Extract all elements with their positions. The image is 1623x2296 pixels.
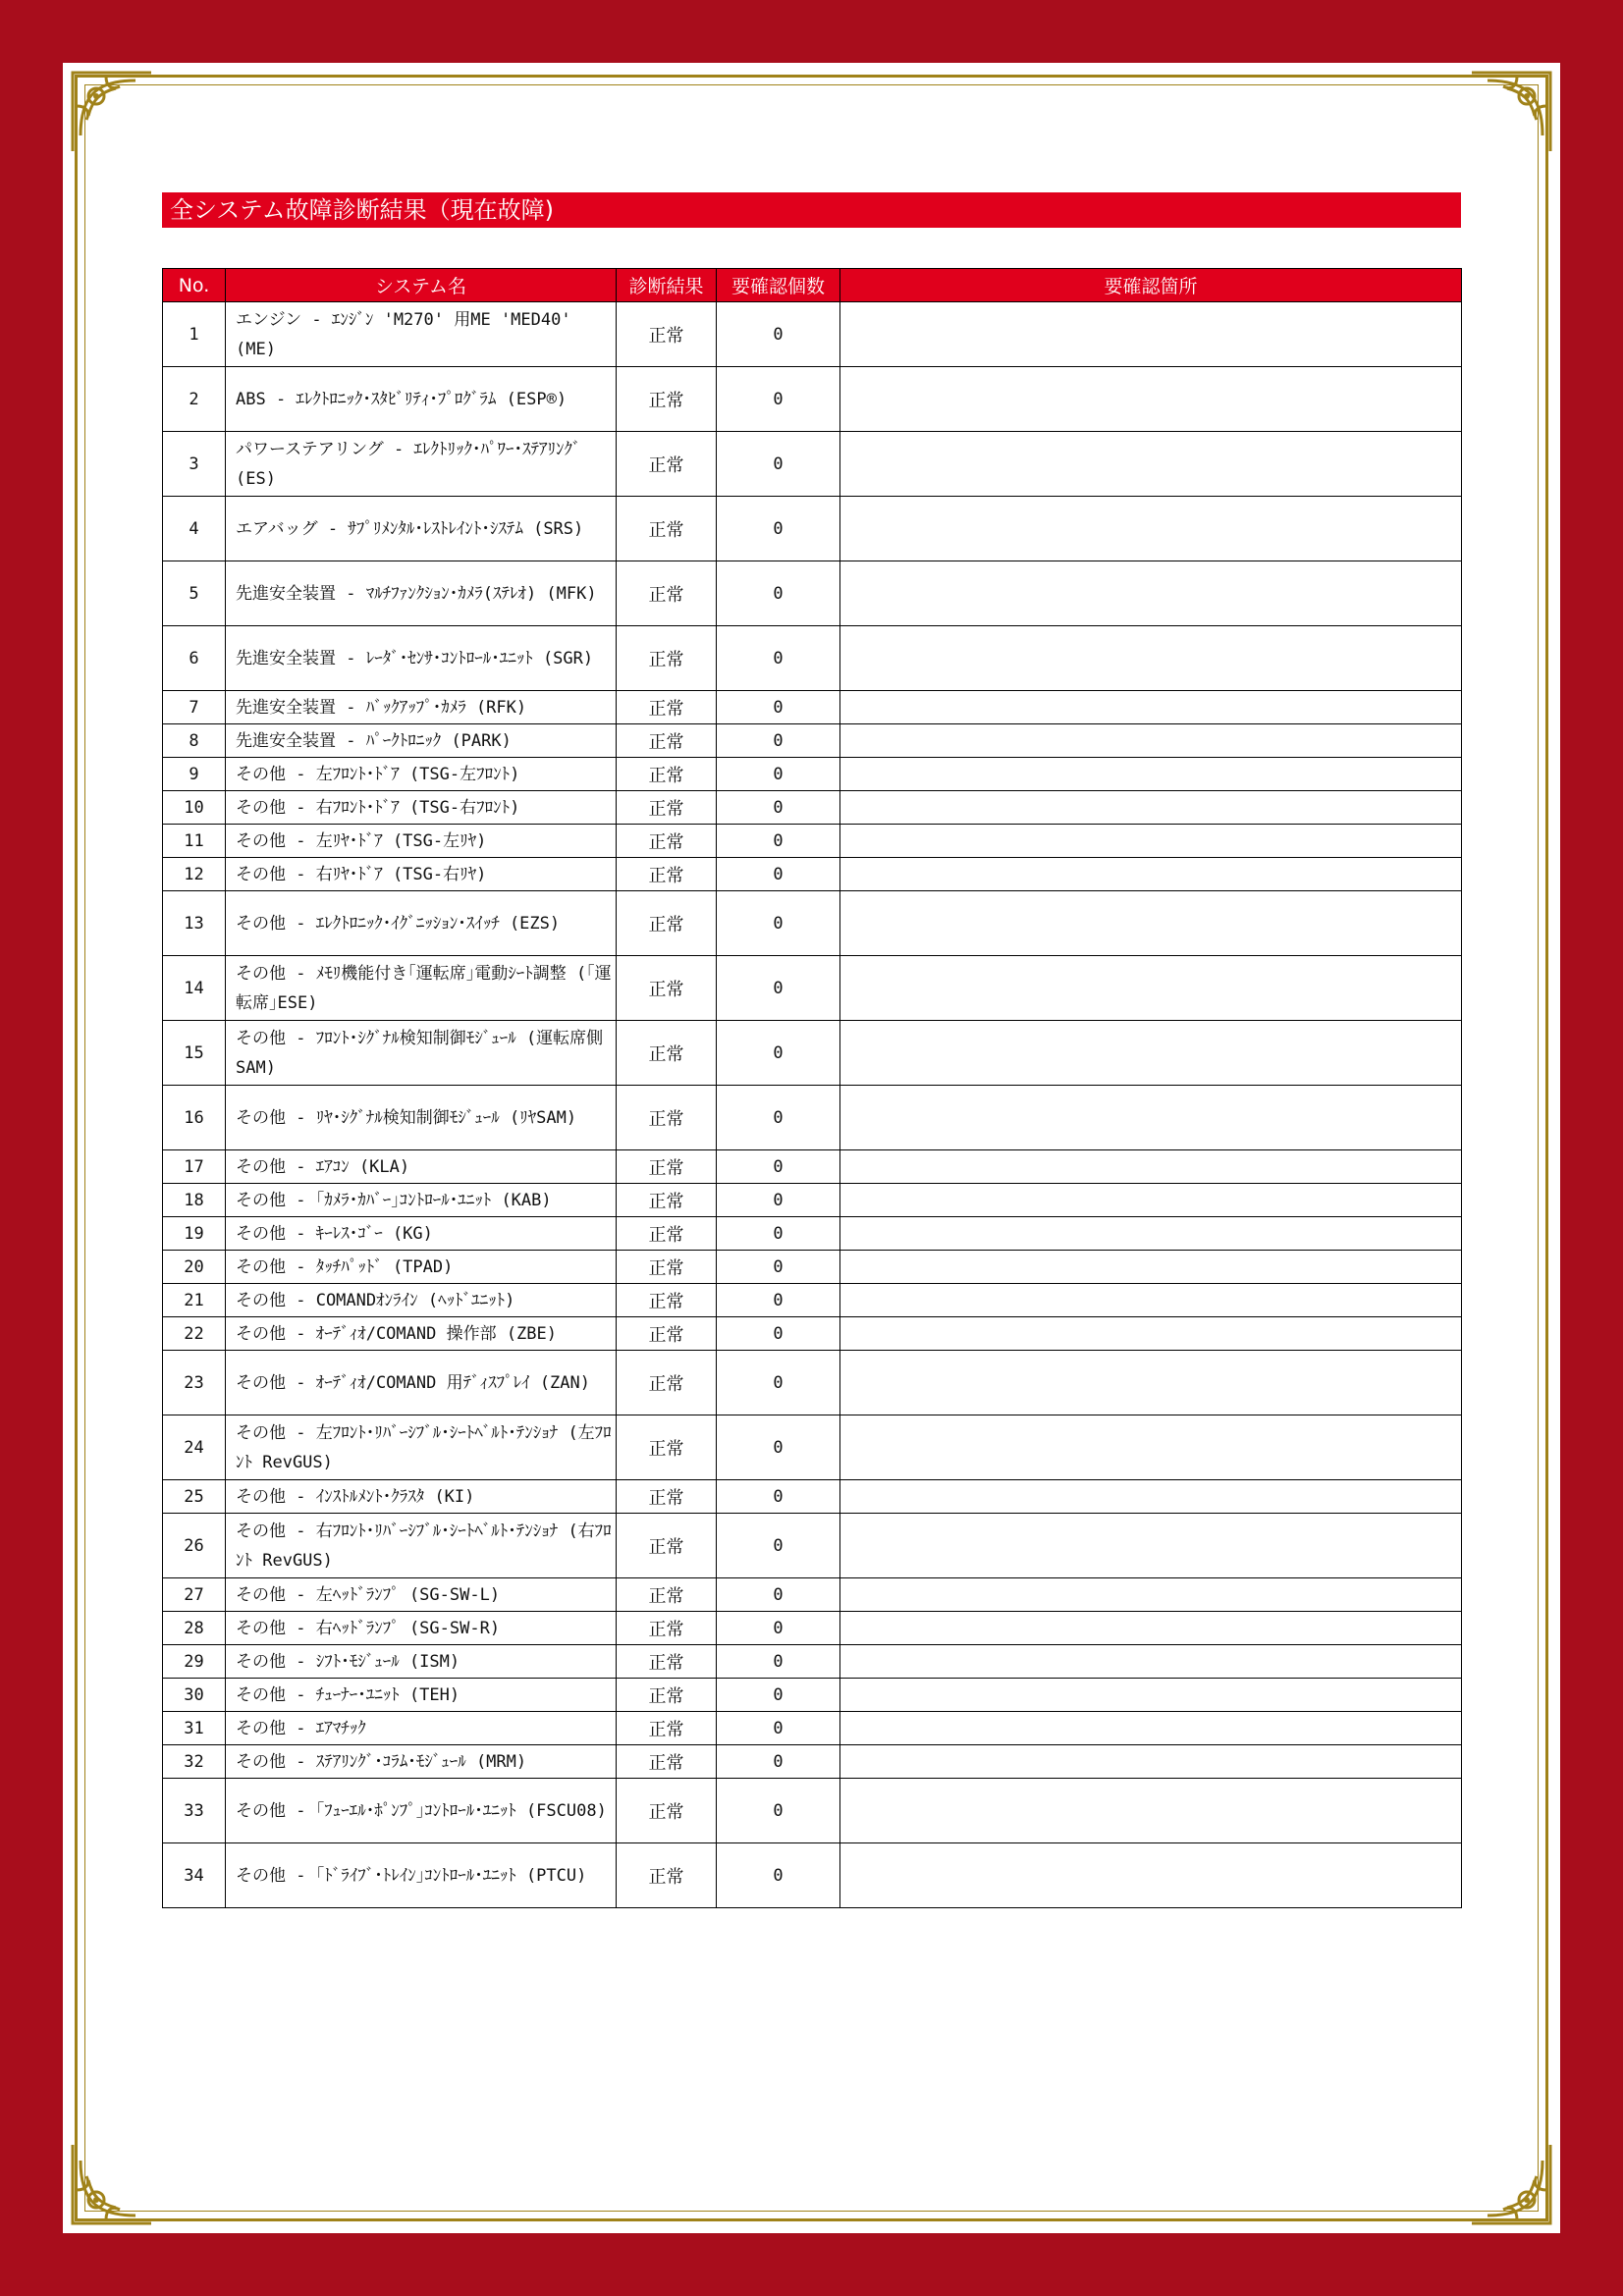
diagnosis-table	[162, 268, 1462, 1908]
header-result: 診断結果	[617, 269, 717, 302]
cell-count: 0	[717, 1251, 840, 1284]
table-row	[163, 1480, 1462, 1514]
cell-count: 0	[717, 1086, 840, 1150]
cell-location	[840, 1150, 1462, 1184]
cell-count: 0	[717, 825, 840, 858]
table-row	[163, 1612, 1462, 1645]
header-system-name: システム名	[226, 269, 617, 302]
cell-system-name: その他 - ｼﾌﾄ･ﾓｼﾞｭｰﾙ (ISM)	[226, 1645, 617, 1679]
cell-system-name: その他 - ﾒﾓﾘ機能付き｢運転席｣電動ｼｰﾄ調整 (｢運転席｣ESE)	[226, 956, 617, 1021]
cell-system-name: 先進安全装置 - ﾊﾟｰｸﾄﾛﾆｯｸ (PARK)	[226, 724, 617, 758]
cell-no: 18	[163, 1184, 226, 1217]
cell-result: 正常	[617, 1317, 717, 1351]
cell-location	[840, 626, 1462, 691]
header-no: No.	[163, 269, 226, 302]
cell-location	[840, 724, 1462, 758]
cell-location	[840, 858, 1462, 891]
cell-count: 0	[717, 891, 840, 956]
cell-count: 0	[717, 956, 840, 1021]
table-row	[163, 1251, 1462, 1284]
cell-result: 正常	[617, 1779, 717, 1843]
cell-count: 0	[717, 1021, 840, 1086]
cell-no: 3	[163, 432, 226, 497]
cell-location	[840, 891, 1462, 956]
cell-count: 0	[717, 561, 840, 626]
cell-result: 正常	[617, 1217, 717, 1251]
cell-count: 0	[717, 1480, 840, 1514]
cell-no: 26	[163, 1514, 226, 1578]
cell-no: 19	[163, 1217, 226, 1251]
table-row	[163, 1578, 1462, 1612]
table-row	[163, 1150, 1462, 1184]
cell-count: 0	[717, 302, 840, 367]
cell-no: 8	[163, 724, 226, 758]
cell-location	[840, 1415, 1462, 1480]
table-row	[163, 791, 1462, 825]
cell-result: 正常	[617, 1184, 717, 1217]
cell-no: 31	[163, 1712, 226, 1745]
cell-system-name: その他 - ｴｱｺﾝ (KLA)	[226, 1150, 617, 1184]
cell-no: 15	[163, 1021, 226, 1086]
table-body	[163, 302, 1462, 1908]
table-row	[163, 1679, 1462, 1712]
cell-system-name: その他 - ﾘﾔ･ｼｸﾞﾅﾙ検知制御ﾓｼﾞｭｰﾙ (ﾘﾔSAM)	[226, 1086, 617, 1150]
cell-no: 12	[163, 858, 226, 891]
table-row	[163, 626, 1462, 691]
cell-result: 正常	[617, 758, 717, 791]
cell-no: 5	[163, 561, 226, 626]
cell-result: 正常	[617, 1251, 717, 1284]
cell-system-name: その他 - ｽﾃｱﾘﾝｸﾞ･ｺﾗﾑ･ﾓｼﾞｭｰﾙ (MRM)	[226, 1745, 617, 1779]
table-row	[163, 1317, 1462, 1351]
cell-result: 正常	[617, 1021, 717, 1086]
cell-system-name: その他 - ｴﾚｸﾄﾛﾆｯｸ･ｲｸﾞﾆｯｼｮﾝ･ｽｲｯﾁ (EZS)	[226, 891, 617, 956]
table-row	[163, 1779, 1462, 1843]
cell-result: 正常	[617, 1284, 717, 1317]
table-row	[163, 891, 1462, 956]
cell-result: 正常	[617, 1612, 717, 1645]
cell-system-name: エアバッグ - ｻﾌﾟﾘﾒﾝﾀﾙ･ﾚｽﾄﾚｲﾝﾄ･ｼｽﾃﾑ (SRS)	[226, 497, 617, 561]
cell-no: 21	[163, 1284, 226, 1317]
cell-location	[840, 1745, 1462, 1779]
cell-no: 13	[163, 891, 226, 956]
cell-system-name: その他 - ｷｰﾚｽ･ｺﾞｰ (KG)	[226, 1217, 617, 1251]
cell-result: 正常	[617, 791, 717, 825]
cell-result: 正常	[617, 561, 717, 626]
cell-no: 20	[163, 1251, 226, 1284]
cell-no: 23	[163, 1351, 226, 1415]
cell-system-name: その他 - ｵｰﾃﾞｨｵ/COMAND 用ﾃﾞｨｽﾌﾟﾚｲ (ZAN)	[226, 1351, 617, 1415]
cell-count: 0	[717, 626, 840, 691]
table-header-row	[163, 269, 1462, 302]
cell-no: 16	[163, 1086, 226, 1150]
cell-result: 正常	[617, 691, 717, 724]
header-count: 要確認個数	[717, 269, 840, 302]
cell-no: 11	[163, 825, 226, 858]
corner-ornament-icon	[67, 67, 157, 157]
cell-location	[840, 1317, 1462, 1351]
cell-count: 0	[717, 1679, 840, 1712]
cell-system-name: その他 - 左ﾌﾛﾝﾄ･ﾘﾊﾞｰｼﾌﾞﾙ･ｼｰﾄﾍﾞﾙﾄ･ﾃﾝｼｮﾅ (左ﾌﾛﾝﾄ RevGUS)	[226, 1415, 617, 1480]
cell-location	[840, 367, 1462, 432]
cell-location	[840, 691, 1462, 724]
table-row	[163, 1514, 1462, 1578]
table-row	[163, 1843, 1462, 1908]
cell-result: 正常	[617, 1514, 717, 1578]
cell-result: 正常	[617, 1645, 717, 1679]
corner-ornament-icon	[1466, 67, 1556, 157]
cell-location	[840, 497, 1462, 561]
cell-system-name: その他 - ｢ﾌｭｰｴﾙ･ﾎﾟﾝﾌﾟ｣ｺﾝﾄﾛｰﾙ･ﾕﾆｯﾄ (FSCU08)	[226, 1779, 617, 1843]
cell-count: 0	[717, 791, 840, 825]
cell-result: 正常	[617, 1086, 717, 1150]
table-row	[163, 1351, 1462, 1415]
table-row	[163, 1645, 1462, 1679]
cell-location	[840, 1184, 1462, 1217]
cell-count: 0	[717, 1578, 840, 1612]
cell-result: 正常	[617, 1150, 717, 1184]
table-row	[163, 1217, 1462, 1251]
cell-result: 正常	[617, 1843, 717, 1908]
cell-system-name: その他 - ｵｰﾃﾞｨｵ/COMAND 操作部 (ZBE)	[226, 1317, 617, 1351]
table-row	[163, 432, 1462, 497]
cell-no: 2	[163, 367, 226, 432]
cell-location	[840, 1217, 1462, 1251]
cell-system-name: その他 - 左ﾌﾛﾝﾄ･ﾄﾞｱ (TSG-左ﾌﾛﾝﾄ)	[226, 758, 617, 791]
cell-location	[840, 1578, 1462, 1612]
table-row	[163, 858, 1462, 891]
cell-location	[840, 561, 1462, 626]
cell-count: 0	[717, 1645, 840, 1679]
cell-result: 正常	[617, 1679, 717, 1712]
cell-location	[840, 1480, 1462, 1514]
cell-result: 正常	[617, 1745, 717, 1779]
corner-ornament-icon	[67, 2139, 157, 2229]
cell-location	[840, 1679, 1462, 1712]
cell-no: 30	[163, 1679, 226, 1712]
cell-no: 17	[163, 1150, 226, 1184]
cell-system-name: その他 - ﾀｯﾁﾊﾟｯﾄﾞ (TPAD)	[226, 1251, 617, 1284]
table-row	[163, 367, 1462, 432]
cell-system-name: その他 - 右ﾍｯﾄﾞﾗﾝﾌﾟ (SG-SW-R)	[226, 1612, 617, 1645]
cell-result: 正常	[617, 891, 717, 956]
cell-result: 正常	[617, 1351, 717, 1415]
header-location: 要確認箇所	[840, 269, 1462, 302]
cell-count: 0	[717, 432, 840, 497]
table-row	[163, 1415, 1462, 1480]
corner-ornament-icon	[1466, 2139, 1556, 2229]
cell-count: 0	[717, 858, 840, 891]
table-row	[163, 302, 1462, 367]
cell-count: 0	[717, 1843, 840, 1908]
cell-count: 0	[717, 758, 840, 791]
cell-no: 34	[163, 1843, 226, 1908]
cell-system-name: その他 - 左ﾘﾔ･ﾄﾞｱ (TSG-左ﾘﾔ)	[226, 825, 617, 858]
cell-result: 正常	[617, 626, 717, 691]
cell-location	[840, 1514, 1462, 1578]
cell-system-name: その他 - COMANDｵﾝﾗｲﾝ (ﾍｯﾄﾞﾕﾆｯﾄ)	[226, 1284, 617, 1317]
cell-system-name: その他 - ﾌﾛﾝﾄ･ｼｸﾞﾅﾙ検知制御ﾓｼﾞｭｰﾙ (運転席側SAM)	[226, 1021, 617, 1086]
table-row	[163, 1284, 1462, 1317]
table-row	[163, 758, 1462, 791]
table-row	[163, 825, 1462, 858]
cell-location	[840, 758, 1462, 791]
cell-result: 正常	[617, 1415, 717, 1480]
table-row	[163, 1086, 1462, 1150]
cell-count: 0	[717, 1612, 840, 1645]
table-row	[163, 956, 1462, 1021]
cell-count: 0	[717, 1150, 840, 1184]
cell-system-name: その他 - ｲﾝｽﾄﾙﾒﾝﾄ･ｸﾗｽﾀ (KI)	[226, 1480, 617, 1514]
cell-no: 9	[163, 758, 226, 791]
cell-system-name: 先進安全装置 - ﾏﾙﾁﾌｧﾝｸｼｮﾝ･ｶﾒﾗ(ｽﾃﾚｵ) (MFK)	[226, 561, 617, 626]
cell-location	[840, 1843, 1462, 1908]
cell-no: 27	[163, 1578, 226, 1612]
cell-location	[840, 302, 1462, 367]
cell-location	[840, 432, 1462, 497]
cell-system-name: その他 - ｢ｶﾒﾗ･ｶﾊﾞｰ｣ｺﾝﾄﾛｰﾙ･ﾕﾆｯﾄ (KAB)	[226, 1184, 617, 1217]
table-row	[163, 1184, 1462, 1217]
cell-no: 24	[163, 1415, 226, 1480]
cell-location	[840, 1612, 1462, 1645]
cell-no: 29	[163, 1645, 226, 1679]
cell-system-name: 先進安全装置 - ﾊﾞｯｸｱｯﾌﾟ･ｶﾒﾗ (RFK)	[226, 691, 617, 724]
table-row	[163, 691, 1462, 724]
cell-system-name: その他 - 左ﾍｯﾄﾞﾗﾝﾌﾟ (SG-SW-L)	[226, 1578, 617, 1612]
cell-result: 正常	[617, 302, 717, 367]
cell-no: 33	[163, 1779, 226, 1843]
cell-result: 正常	[617, 367, 717, 432]
cell-count: 0	[717, 724, 840, 758]
cell-location	[840, 1779, 1462, 1843]
cell-count: 0	[717, 497, 840, 561]
cell-location	[840, 1251, 1462, 1284]
cell-no: 1	[163, 302, 226, 367]
table-row	[163, 1745, 1462, 1779]
table-row	[163, 1021, 1462, 1086]
cell-no: 7	[163, 691, 226, 724]
cell-count: 0	[717, 1284, 840, 1317]
cell-result: 正常	[617, 432, 717, 497]
cell-count: 0	[717, 1184, 840, 1217]
cell-result: 正常	[617, 956, 717, 1021]
cell-system-name: その他 - 右ﾘﾔ･ﾄﾞｱ (TSG-右ﾘﾔ)	[226, 858, 617, 891]
cell-count: 0	[717, 1317, 840, 1351]
cell-result: 正常	[617, 724, 717, 758]
table-row	[163, 1712, 1462, 1745]
cell-no: 14	[163, 956, 226, 1021]
cell-location	[840, 791, 1462, 825]
cell-location	[840, 1021, 1462, 1086]
cell-count: 0	[717, 1779, 840, 1843]
cell-no: 25	[163, 1480, 226, 1514]
cell-result: 正常	[617, 1480, 717, 1514]
cell-count: 0	[717, 1745, 840, 1779]
cell-location	[840, 1351, 1462, 1415]
cell-system-name: その他 - ｢ﾄﾞﾗｲﾌﾞ･ﾄﾚｲﾝ｣ｺﾝﾄﾛｰﾙ･ﾕﾆｯﾄ (PTCU)	[226, 1843, 617, 1908]
cell-location	[840, 1086, 1462, 1150]
cell-system-name: エンジン - ｴﾝｼﾞﾝ 'M270' 用ME 'MED40' (ME)	[226, 302, 617, 367]
section-title: 全システム故障診断結果（現在故障)	[162, 192, 1461, 228]
cell-system-name: 先進安全装置 - ﾚｰﾀﾞ･ｾﾝｻ･ｺﾝﾄﾛｰﾙ･ﾕﾆｯﾄ (SGR)	[226, 626, 617, 691]
cell-no: 4	[163, 497, 226, 561]
cell-system-name: ABS - ｴﾚｸﾄﾛﾆｯｸ･ｽﾀﾋﾞﾘﾃｨ･ﾌﾟﾛｸﾞﾗﾑ (ESP®)	[226, 367, 617, 432]
cell-result: 正常	[617, 858, 717, 891]
table-row	[163, 561, 1462, 626]
cell-system-name: パワーステアリング - ｴﾚｸﾄﾘｯｸ･ﾊﾟﾜｰ･ｽﾃｱﾘﾝｸﾞ (ES)	[226, 432, 617, 497]
cell-system-name: その他 - ｴｱﾏﾁｯｸ	[226, 1712, 617, 1745]
cell-count: 0	[717, 691, 840, 724]
cell-count: 0	[717, 1712, 840, 1745]
cell-location	[840, 1712, 1462, 1745]
cell-system-name: その他 - 右ﾌﾛﾝﾄ･ﾄﾞｱ (TSG-右ﾌﾛﾝﾄ)	[226, 791, 617, 825]
cell-location	[840, 1284, 1462, 1317]
cell-no: 32	[163, 1745, 226, 1779]
table-row	[163, 497, 1462, 561]
cell-no: 10	[163, 791, 226, 825]
cell-system-name: その他 - 右ﾌﾛﾝﾄ･ﾘﾊﾞｰｼﾌﾞﾙ･ｼｰﾄﾍﾞﾙﾄ･ﾃﾝｼｮﾅ (右ﾌﾛﾝﾄ RevGUS)	[226, 1514, 617, 1578]
cell-count: 0	[717, 1217, 840, 1251]
cell-result: 正常	[617, 1712, 717, 1745]
table-row	[163, 724, 1462, 758]
cell-system-name: その他 - ﾁｭｰﾅｰ･ﾕﾆｯﾄ (TEH)	[226, 1679, 617, 1712]
cell-result: 正常	[617, 497, 717, 561]
cell-count: 0	[717, 367, 840, 432]
cell-location	[840, 956, 1462, 1021]
cell-result: 正常	[617, 1578, 717, 1612]
cell-no: 28	[163, 1612, 226, 1645]
cell-count: 0	[717, 1415, 840, 1480]
cell-location	[840, 1645, 1462, 1679]
cell-count: 0	[717, 1351, 840, 1415]
cell-no: 6	[163, 626, 226, 691]
cell-result: 正常	[617, 825, 717, 858]
cell-no: 22	[163, 1317, 226, 1351]
cell-count: 0	[717, 1514, 840, 1578]
cell-location	[840, 825, 1462, 858]
